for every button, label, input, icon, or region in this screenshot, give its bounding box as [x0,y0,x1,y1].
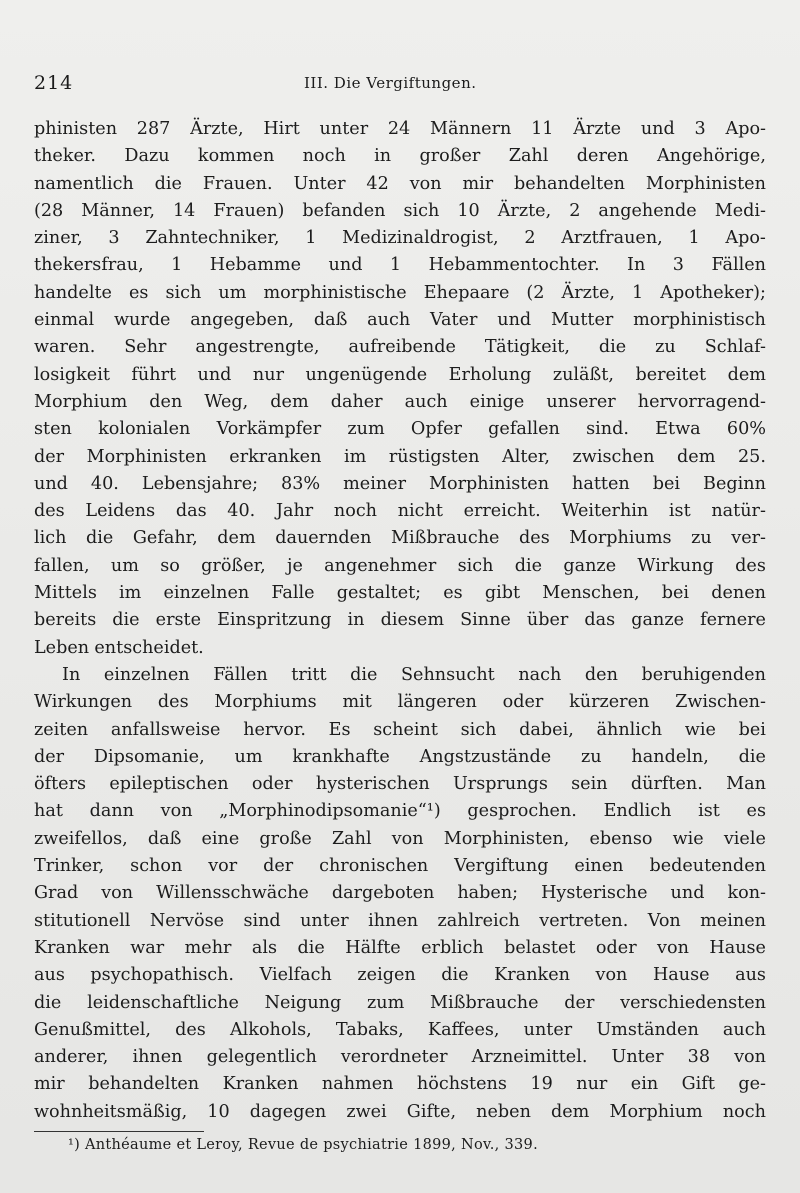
page-header [34,72,740,102]
text-line: und 40. Lebensjahre; 83% meiner Morphinisten hatten bei Beginn [34,473,766,494]
text-line: der Dipsomanie, um krankhafte Angstzustände zu handeln, die [34,746,766,767]
text-line: Leben entscheidet. [34,637,204,658]
text-line: Grad von Willensschwäche dargeboten haben; Hysterische und kon- [34,883,766,904]
text-line: namentlich die Frauen. Unter 42 von mir behandelten Morphinisten [34,173,766,194]
text-line: mir behandelten Kranken nahmen höchstens 19 nur ein Gift ge- [34,1074,766,1095]
text-line: aus psychopathisch. Vielfach zeigen die Kranken von Hause aus [34,965,766,986]
text-line: In einzelnen Fällen tritt die Sehnsucht nach den beruhigenden [62,664,766,685]
page-number: 214 [34,72,74,94]
text-line: zweifellos, daß eine große Zahl von Morphinisten, ebenso wie viele [34,828,766,849]
footnote: ¹) Anthéaume et Leroy, Revue de psychiatrie 1899, Nov., 339. [68,1137,538,1153]
text-line: (28 Männer, 14 Frauen) befanden sich 10 Ärzte, 2 angehende Medi- [34,200,766,221]
text-line: lich die Gefahr, dem dauernden Mißbrauche des Morphiums zu ver- [34,528,766,549]
text-line: handelte es sich um morphinistische Ehepaare (2 Ärzte, 1 Apotheker); [34,282,766,303]
text-line: die leidenschaftliche Neigung zum Mißbrauche der verschiedensten [34,992,766,1013]
text-line: Genußmittel, des Alkohols, Tabaks, Kaffees, unter Umständen auch [34,1019,766,1040]
text-line: theker. Dazu kommen noch in großer Zahl deren Angehörige, [34,146,766,167]
text-line: Wirkungen des Morphiums mit längeren oder kürzeren Zwischen- [34,692,766,713]
text-line: einmal wurde angegeben, daß auch Vater und Mutter morphinistisch [34,310,766,331]
text-line: zeiten anfallsweise hervor. Es scheint sich dabei, ähnlich wie bei [34,719,766,740]
text-line: waren. Sehr angestrengte, aufreibende Tätigkeit, die zu Schlaf- [34,337,766,358]
running-title: III. Die Vergiftungen. [304,74,477,92]
text-line: öfters epileptischen oder hysterischen Ursprungs sein dürften. Man [34,774,766,795]
text-line: Mittels im einzelnen Falle gestaltet; es gibt Menschen, bei denen [34,583,766,604]
text-line: Morphium den Weg, dem daher auch einige unserer hervorragend- [34,391,766,412]
text-line: losigkeit führt und nur ungenügende Erholung zuläßt, bereitet dem [34,364,766,385]
text-line: sten kolonialen Vorkämpfer zum Opfer gefallen sind. Etwa 60% [34,419,766,440]
text-line: ziner, 3 Zahntechniker, 1 Medizinaldrogist, 2 Arztfrauen, 1 Apo- [34,228,766,249]
text-line: stitutionell Nervöse sind unter ihnen zahlreich vertreten. Von meinen [34,910,766,931]
text-line: hat dann von „Morphinodipsomanie“¹) gesprochen. Endlich ist es [34,801,766,822]
footnote-rule [34,1131,204,1132]
text-line: des Leidens das 40. Jahr noch nicht erreicht. Weiterhin ist natür- [34,501,766,522]
text-line: Kranken war mehr als die Hälfte erblich belastet oder von Hause [34,937,766,958]
text-line: anderer, ihnen gelegentlich verordneter Arzneimittel. Unter 38 von [34,1047,766,1068]
text-line: fallen, um so größer, je angenehmer sich die ganze Wirkung des [34,555,766,576]
text-line: phinisten 287 Ärzte, Hirt unter 24 Männern 11 Ärzte und 3 Apo- [34,119,766,139]
body-text [34,116,766,1126]
text-line: wohnheitsmäßig, 10 dagegen zwei Gifte, neben dem Morphium noch [34,1101,766,1122]
text-line: bereits die erste Einspritzung in diesem Sinne über das ganze fernere [34,610,766,631]
text-line: Trinker, schon vor der chronischen Vergiftung einen bedeutenden [34,856,766,877]
text-line: thekersfrau, 1 Hebamme und 1 Hebammentochter. In 3 Fällen [34,255,766,276]
text-line: der Morphinisten erkranken im rüstigsten Alter, zwischen dem 25. [34,446,766,467]
